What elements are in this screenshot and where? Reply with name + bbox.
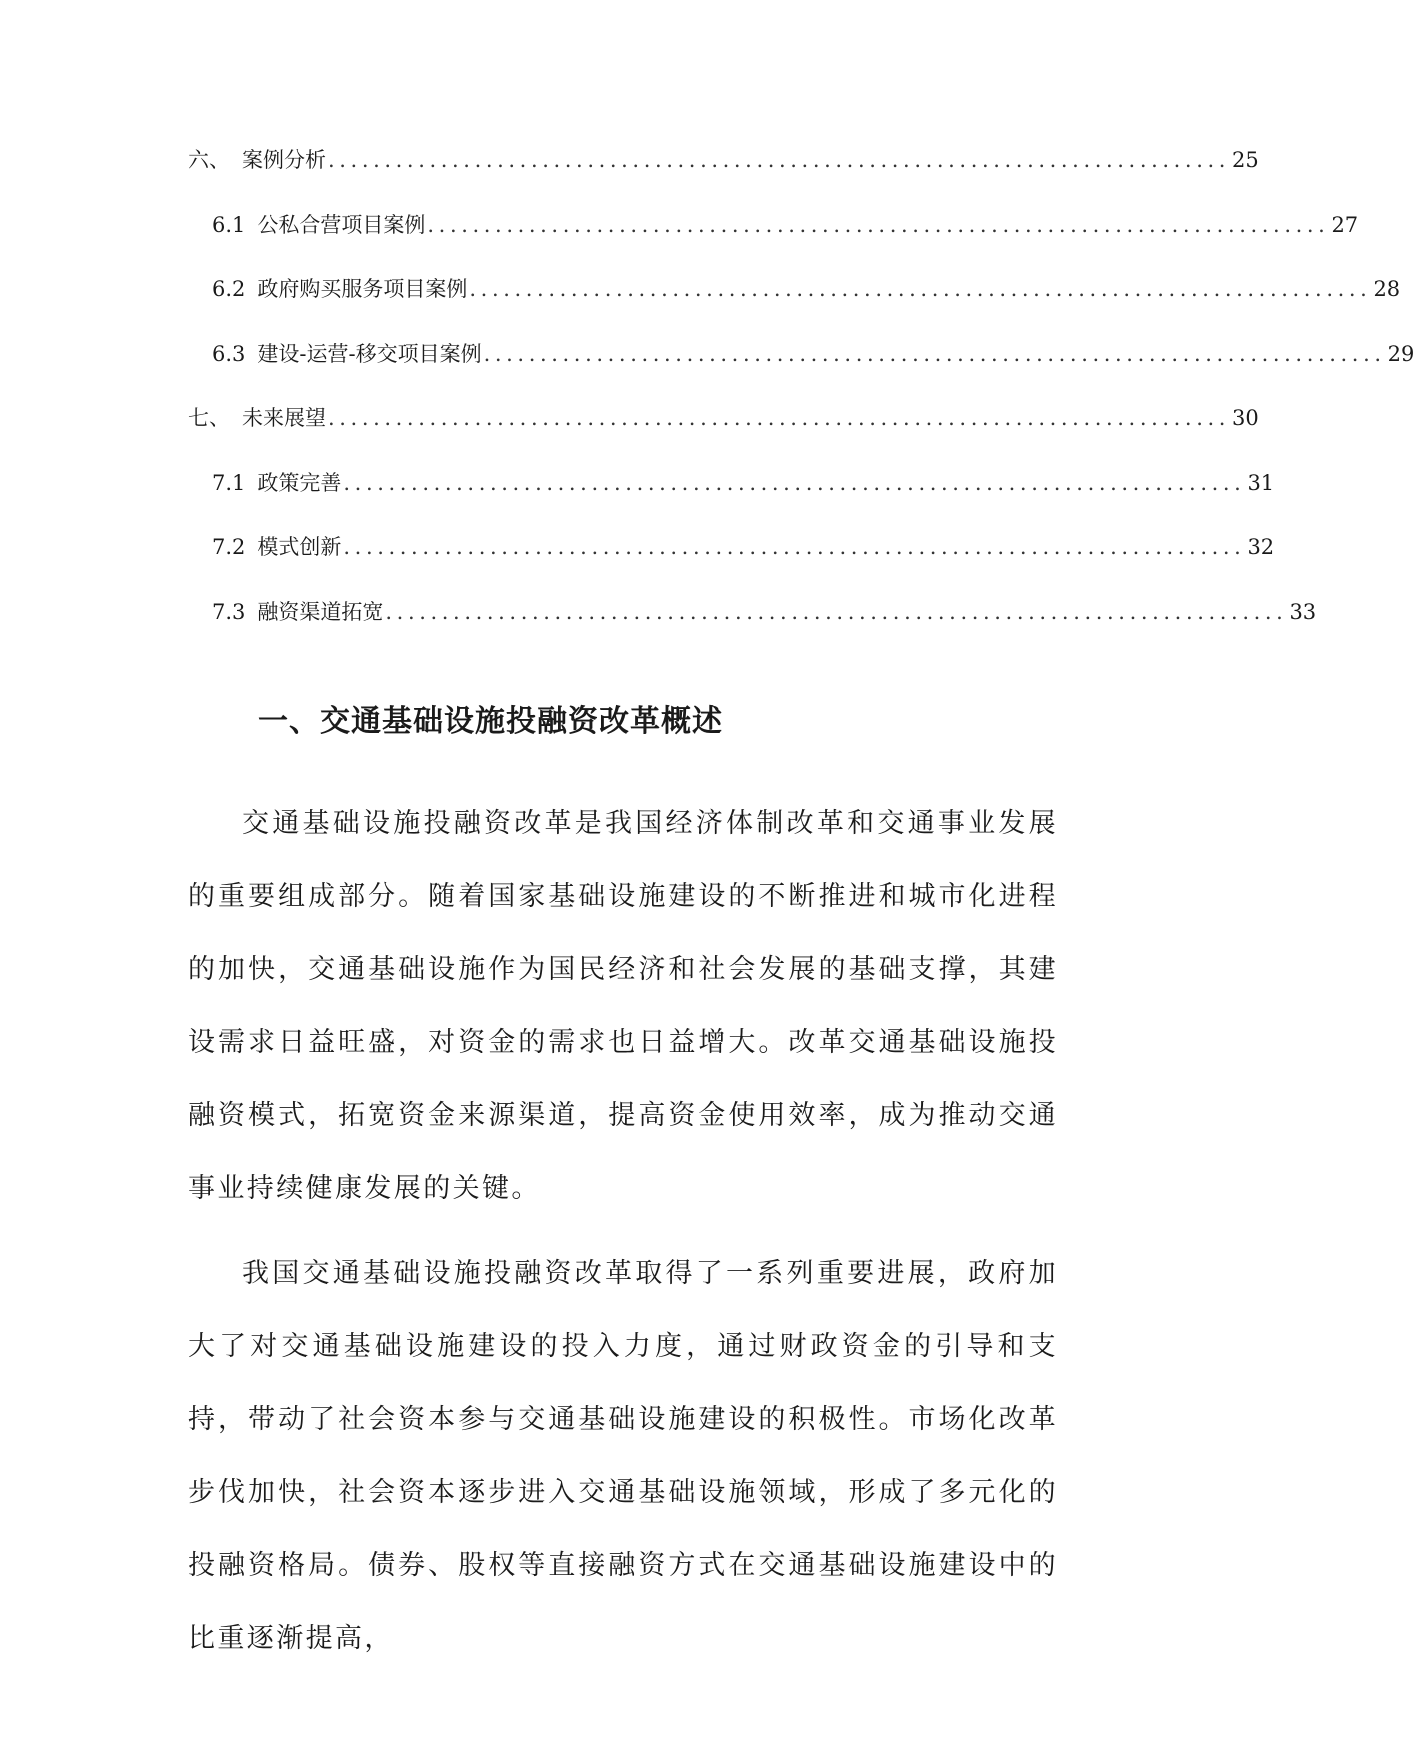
- toc-entry-number: 7.1: [212, 470, 246, 495]
- toc-entry-number: 7.3: [212, 599, 246, 624]
- toc-entry-title: 公私合营项目案例: [257, 212, 426, 237]
- toc-entry[interactable]: [188, 274, 1401, 339]
- body-paragraph: 交通基础设施投融资改革是我国经济体制改革和交通事业发展的重要组成部分。随着国家基础设施建设的不断推进和城市化进程的加快，交通基础设施作为国民经济和社会发展的基础支撑，其建设需求日益旺盛，对资金的需求也日益增大。改革交通基础设施投融资模式，拓宽资金来源渠道，提高资金使用效率，成为推动交通事业持续健康发展的关键。: [188, 808, 1058, 1204]
- toc-dot-leader: ................................................................................: [427, 212, 1330, 237]
- toc-entry[interactable]: [188, 597, 1317, 662]
- toc-entry-page: 27: [1331, 212, 1359, 237]
- toc-entry-title: 未来展望: [242, 406, 326, 430]
- toc-dot-leader: ................................................................................: [343, 470, 1246, 495]
- toc-entry-title: 模式创新: [257, 535, 342, 559]
- toc-entry-number: 六、: [188, 148, 230, 172]
- toc-entry-number: 7.2: [212, 535, 246, 559]
- toc-entry-title: 案例分析: [242, 148, 326, 172]
- toc-entry-number: 6.3: [212, 341, 246, 366]
- toc-dot-leader: ................................................................................: [328, 148, 1231, 172]
- toc-dot-leader: ................................................................................: [385, 599, 1288, 624]
- toc-dot-leader: ................................................................................: [328, 406, 1231, 430]
- toc-dot-leader: ................................................................................: [483, 341, 1386, 366]
- toc-entry-page: 29: [1387, 341, 1414, 366]
- toc-entry[interactable]: [188, 145, 1259, 210]
- toc-entry-page: 28: [1373, 277, 1401, 301]
- toc-dot-leader: ................................................................................: [469, 277, 1372, 301]
- toc-dot-leader: ................................................................................: [343, 535, 1246, 559]
- toc-entry[interactable]: [188, 339, 1414, 404]
- toc-entry-title: 建设-运营-移交项目案例: [257, 341, 482, 366]
- toc-entry[interactable]: [188, 468, 1275, 533]
- section-heading: 一、交通基础设施投融资改革概述: [258, 704, 723, 739]
- toc-entry[interactable]: [188, 210, 1359, 275]
- toc-entry-page: 32: [1247, 535, 1275, 559]
- toc-entry-title: 政策完善: [257, 470, 342, 495]
- toc-entry-title: 政府购买服务项目案例: [257, 277, 468, 301]
- toc-entry[interactable]: [188, 532, 1275, 597]
- table-of-contents: [188, 145, 1414, 661]
- toc-entry-page: 33: [1289, 599, 1317, 624]
- toc-entry-number: 七、: [188, 406, 230, 430]
- body-paragraph: 我国交通基础设施投融资改革取得了一系列重要进展，政府加大了对交通基础设施建设的投入力度，通过财政资金的引导和支持，带动了社会资本参与交通基础设施建设的积极性。市场化改革步伐加快，社会资本逐步进入交通基础设施领域，形成了多元化的投融资格局。债券、股权等直接融资方式在交通基础设施建设中的比重逐渐提高，: [188, 1258, 1058, 1654]
- toc-entry-number: 6.2: [212, 277, 246, 301]
- toc-entry-page: 30: [1232, 406, 1259, 430]
- section-body: [188, 787, 1058, 1687]
- toc-entry-number: 6.1: [212, 212, 246, 237]
- toc-entry-page: 25: [1232, 148, 1259, 172]
- toc-entry[interactable]: [188, 403, 1259, 468]
- toc-entry-title: 融资渠道拓宽: [257, 599, 384, 624]
- toc-entry-page: 31: [1247, 470, 1275, 495]
